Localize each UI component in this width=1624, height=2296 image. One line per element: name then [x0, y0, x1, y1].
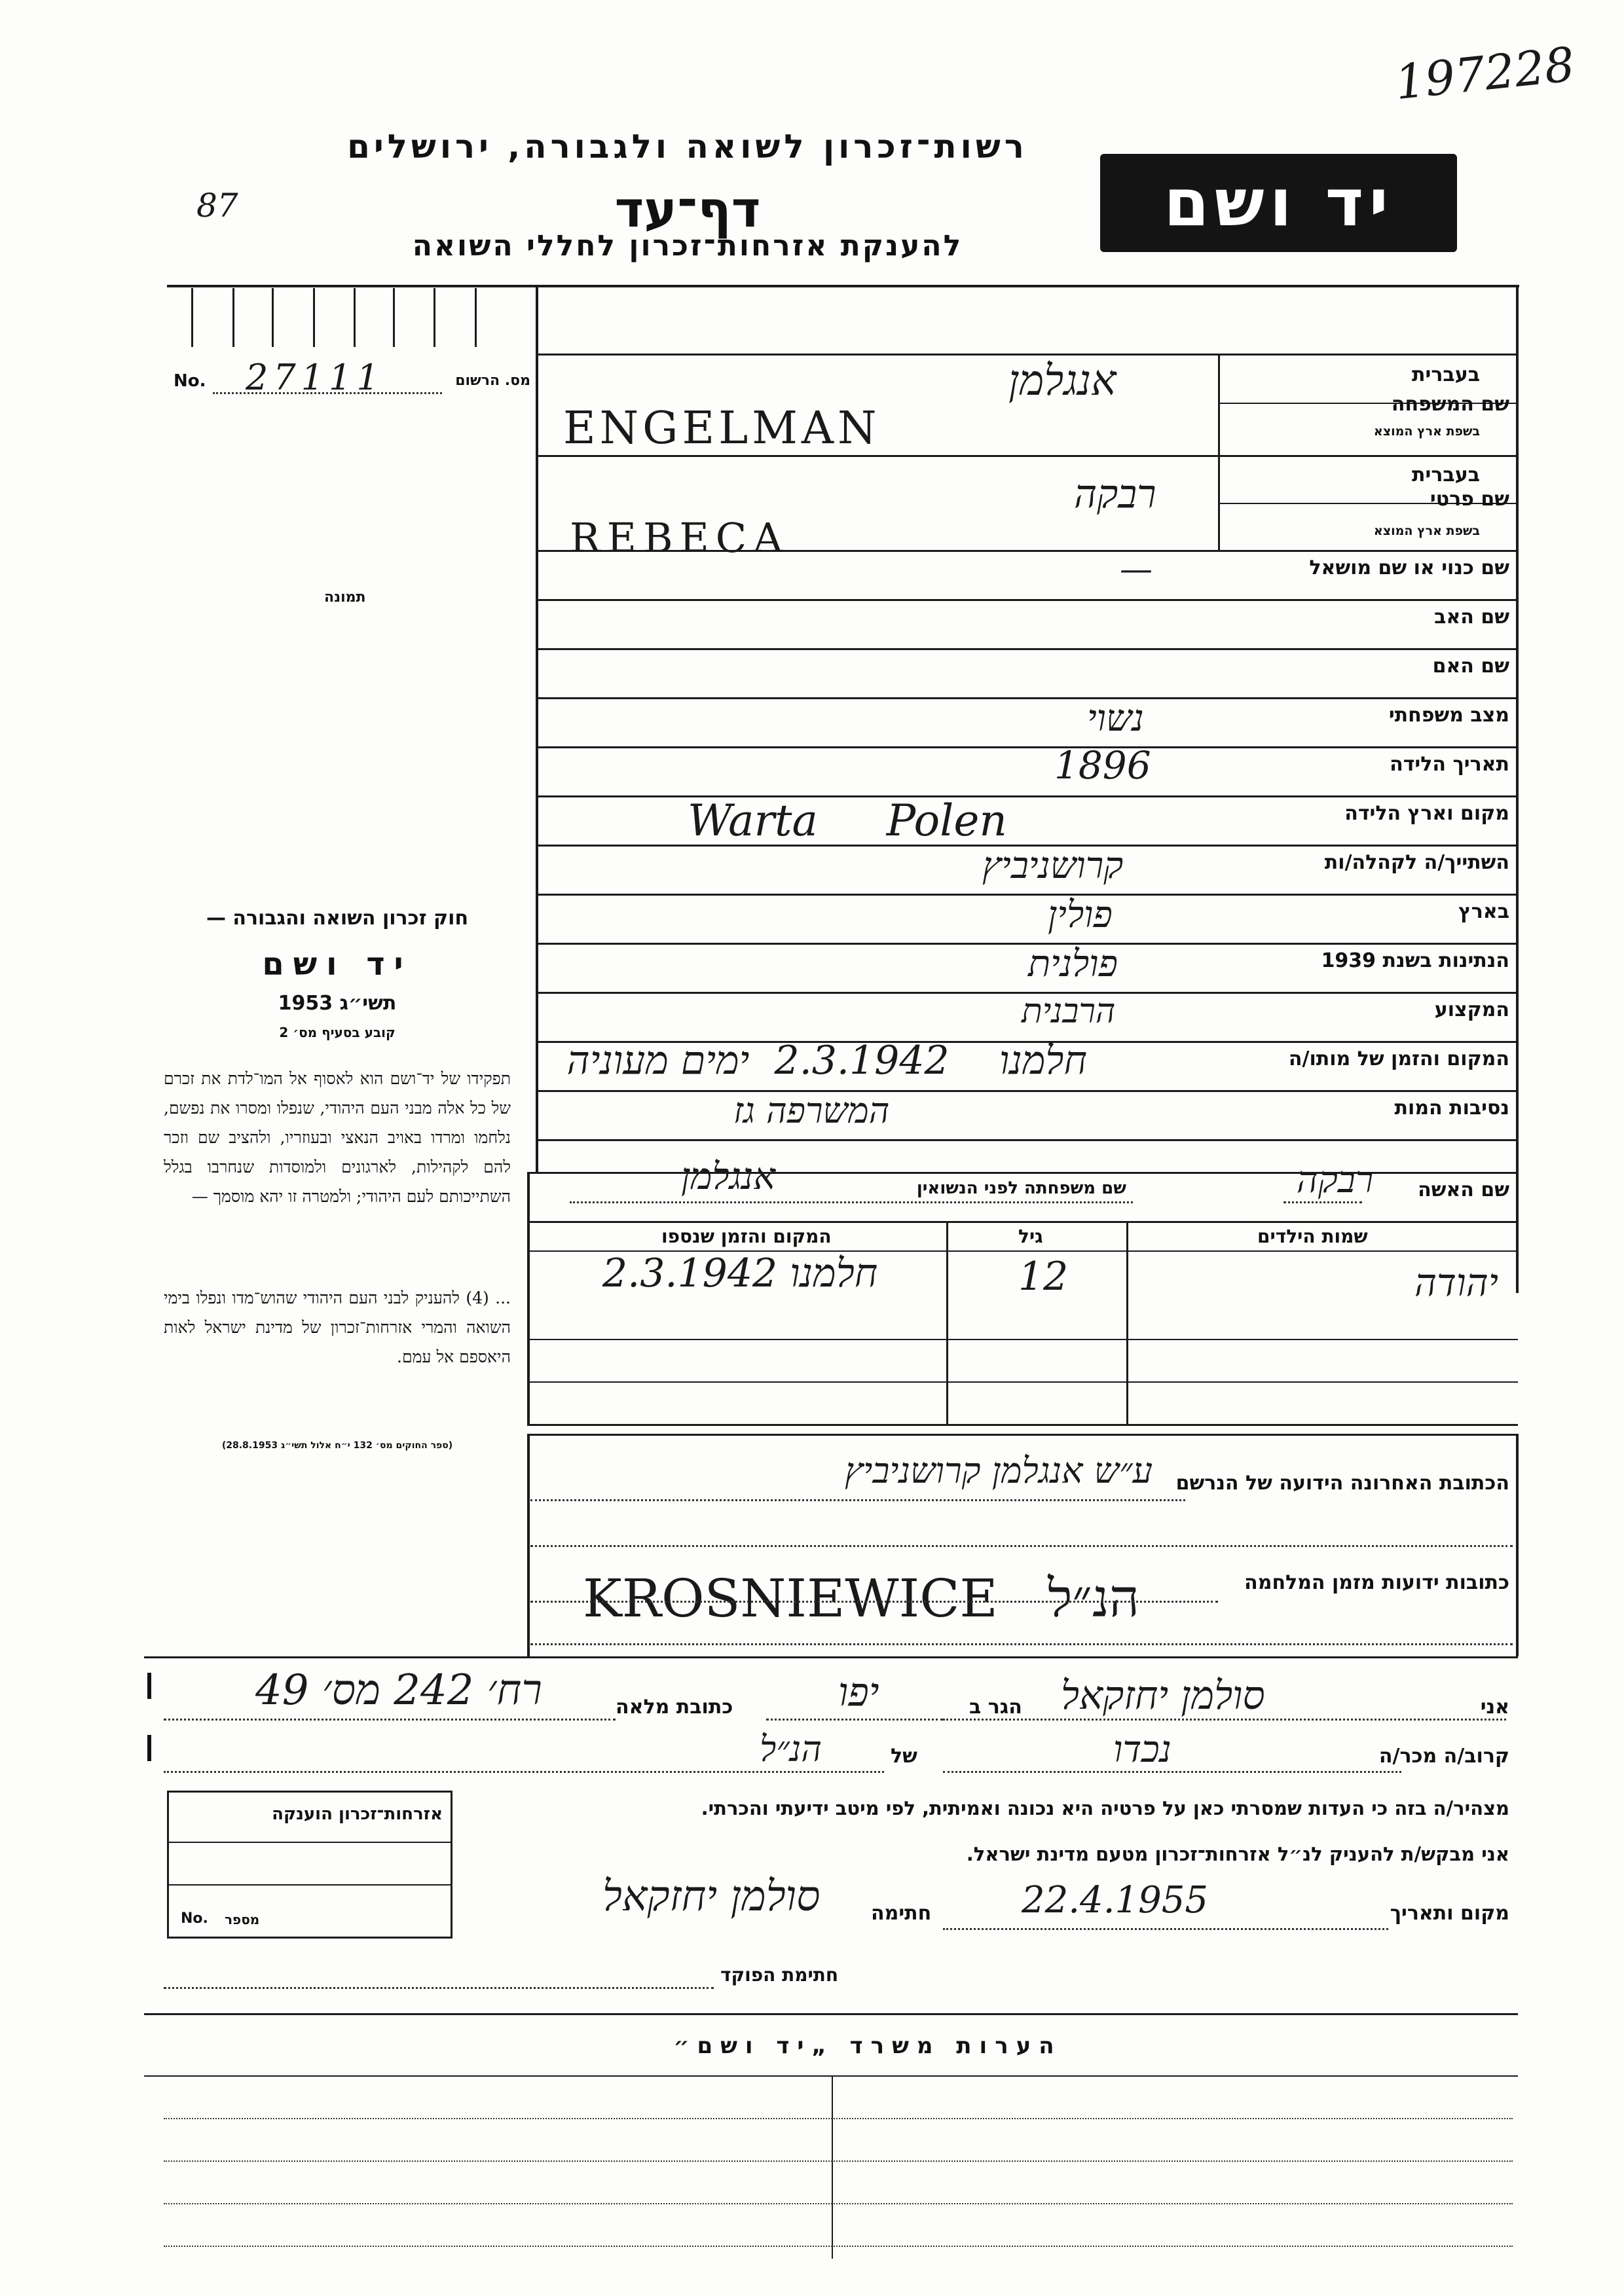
family-name-label: שם המשפחה	[1391, 393, 1509, 416]
registration-number-label: מס. הרשום	[455, 373, 530, 389]
registration-number-value: 27111	[246, 357, 384, 398]
community-value: קרושניביץ	[982, 845, 1124, 887]
law-org: יד ושם	[262, 946, 413, 983]
page-subtitle: להענקת אזרחות־זכרון לחללי השואה	[412, 229, 963, 263]
award-box	[167, 1791, 452, 1939]
photo-label: תמונה	[324, 589, 366, 606]
declarant-address-label: כתובת מלאה	[616, 1696, 733, 1719]
award-box-number-label: מספר	[225, 1912, 260, 1927]
declarant-i-label: אני	[1480, 1696, 1509, 1719]
law-year: תשי״ג 1953	[278, 992, 397, 1015]
law-clause: קובע בסעיף מס׳ 2	[279, 1025, 396, 1040]
first-name-origin-tag: בשפת ארץ המוצא	[1373, 524, 1480, 538]
declarant-lives-value: יפו	[838, 1669, 879, 1715]
declarant-i-value: סולמן יחזקאל	[1061, 1673, 1265, 1719]
community-label: השתייך/ה לקהלה/ות	[1324, 851, 1509, 874]
signature-label: חתימה	[871, 1902, 932, 1925]
father-name-label: שם האב	[1434, 606, 1509, 629]
last-address-value: ע״ש אנגלמן קרושניביץ	[845, 1450, 1153, 1491]
law-title: חוק זכרון השואה והגבורה —	[206, 907, 469, 930]
death-place-time-label: המקום והזמן של מותו/ה	[1288, 1048, 1509, 1070]
family-name-hebrew-value: אנגלמן	[1008, 357, 1116, 405]
place-date-label: מקום ותאריך	[1390, 1902, 1509, 1925]
first-name-label: שם פרטי	[1430, 488, 1509, 511]
death-circumstances-label: נסיבות המות	[1394, 1097, 1509, 1120]
declarant-relative-value: נכדו	[1113, 1728, 1172, 1771]
family-name-latin-value: ENGELMAN	[563, 403, 881, 454]
award-box-title: אזרחות־זכרון הוענקה	[272, 1804, 443, 1824]
family-name-hebrew-tag: בעברית	[1412, 363, 1480, 386]
children-place-time-header: המקום והזמן שנספו	[661, 1226, 832, 1247]
child-age: 12	[1018, 1254, 1069, 1300]
remarks-title: הערות משרד „יד ושם״	[673, 2033, 1062, 2059]
child-name: יהודה	[1414, 1260, 1498, 1305]
registration-number-row	[174, 357, 530, 398]
corner-mark: 87	[196, 187, 238, 225]
war-address-label: כתובות ידועות מזמן המלחמה	[1244, 1571, 1509, 1594]
children-age-header: גיל	[1018, 1226, 1043, 1247]
declarant-of-label: של	[891, 1745, 917, 1768]
award-box-no: No.	[181, 1910, 208, 1927]
child-place-time: 2.3.1942 חלמנו	[602, 1250, 878, 1296]
birth-place-label: מקום וארץ הלידה	[1344, 802, 1509, 825]
country-label: בארץ	[1458, 900, 1509, 923]
logo-text: יד ושם	[1164, 164, 1393, 241]
officer-signature-label: חתימת הפוקד	[720, 1964, 839, 1986]
law-paragraph-2: ... (4) להעניק לבני העם היהודי שהוש־מדו ונפלו בימי השואה והמרי אזרחות־זכרון של מדינת ישראל לאות היאספם אל עמם.	[164, 1288, 511, 1366]
page-title: דף־עד	[614, 180, 761, 238]
place-date-value: 22.4.1955	[1022, 1879, 1209, 1922]
law-paragraph-1: תפקידו של יד־ושם הוא לאסוף אל המו־לדת את זכרם של כל אלה מבני העם היהודי, שנפלו ומסרו את נפשם, נלחמו ומרדו באויב הנאצי ובעוזריו, ולהציב שם וזכר להם לקהילות, לארגונים ולמוסדות שנחרבו בגלל השתייכותם לעם היהודי; ולמטרה זו יהא מוסמך —	[164, 1069, 511, 1206]
birth-date-value: 1896	[1054, 743, 1151, 788]
authority-header: רשות־זכרון לשואה ולגבורה, ירושלים	[347, 128, 1028, 166]
request-text: אני מבקש/ת להעניק לנ״ל אזרחות־זכרון מטעם מדינת ישראל.	[966, 1843, 1509, 1865]
marital-status-label: מצב משפחתי	[1388, 704, 1509, 727]
declarant-relative-label: קרוב/ה מכר/ה	[1378, 1745, 1509, 1768]
declaration-text: מצהיר/ה בזה כי העדות שמסרתי כאן על פרטיה היא נכונה ואמיתית, לפי מיטב ידיעתי והכרתי.	[701, 1797, 1509, 1819]
death-place-time-value: חלמנו 2.3.1942 ימים מעוניה	[566, 1038, 1087, 1084]
profession-label: המקצוע	[1434, 998, 1509, 1021]
nationality-label: הנתינות בשנת 1939	[1321, 949, 1509, 972]
signature-value: סולמן יחזקאל	[602, 1872, 821, 1921]
country-value: פולין	[1048, 894, 1113, 936]
nickname-label: שם כנוי או שם מושאל	[1309, 556, 1509, 579]
children-names-header: שמות הילדים	[1257, 1226, 1368, 1247]
death-circumstances-value: המשרפה גז	[733, 1090, 890, 1131]
profession-value: הרבנית	[1022, 992, 1116, 1031]
registration-no-prefix: No.	[174, 371, 206, 391]
declarant-of-value: הנ״ל	[760, 1728, 822, 1770]
yad-vashem-logo	[1100, 154, 1457, 252]
mother-name-label: שם האם	[1432, 655, 1509, 678]
first-name-latin-value: REBECA	[570, 514, 789, 562]
law-source: (ספר החוקים מס׳ 132 י״ח אלול תשי״ג 28.8.1953)	[221, 1440, 453, 1451]
spouse-value: רבקה	[1297, 1159, 1374, 1201]
archive-number: 197228	[1392, 36, 1578, 111]
family-name-origin-tag: בשפת ארץ המוצא	[1373, 424, 1480, 439]
war-address-value: KROSNIEWICE הנ״ל	[583, 1568, 1139, 1629]
nationality-value: פולנית	[1028, 943, 1118, 985]
spouse-maiden-label: שם משפחתה לפני הנשואין	[916, 1178, 1126, 1198]
birth-date-label: תאריך הלידה	[1390, 753, 1509, 776]
first-name-hebrew-tag: בעברית	[1412, 464, 1480, 486]
first-name-hebrew-value: רבקה	[1074, 471, 1156, 517]
nickname-value: —	[1120, 550, 1153, 588]
spouse-maiden-value: אנגלמן	[681, 1156, 775, 1198]
last-address-label: הכתובת האחרונה הידועה של הנרשם	[1175, 1472, 1509, 1495]
spouse-label: שם האשה	[1418, 1178, 1509, 1201]
marital-status-value: נשוי	[1087, 697, 1144, 740]
declarant-address-value: רח׳ 242 מס׳ 49	[255, 1666, 542, 1715]
birth-place-value: Warta Polen	[688, 795, 1007, 846]
declarant-lives-label: הגר ב	[969, 1696, 1022, 1719]
